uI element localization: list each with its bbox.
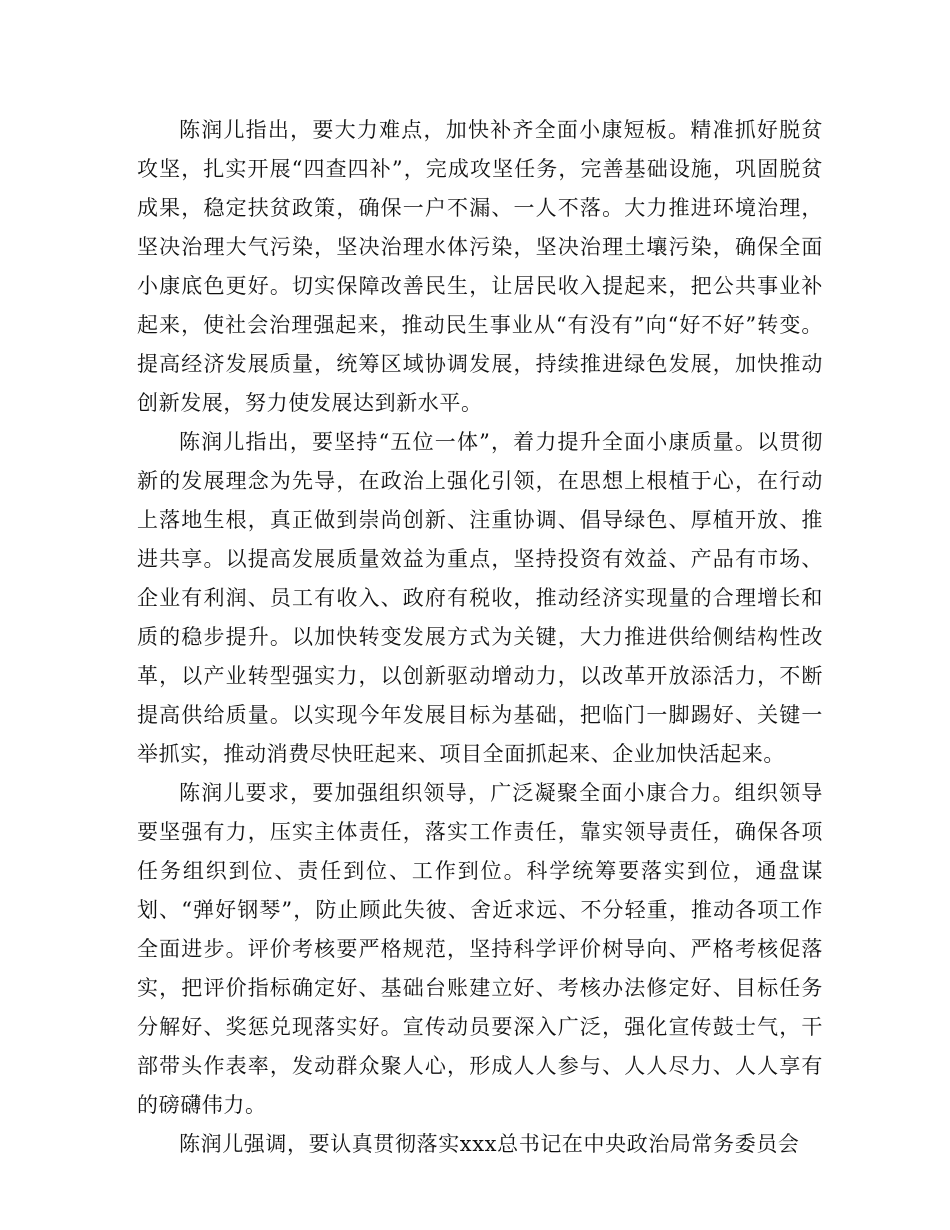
paragraph-4: 陈润儿强调，要认真贯彻落实xxx总书记在中央政治局常务委员会 — [179, 1132, 800, 1156]
paragraph-1: 陈润儿指出，要大力难点，加快补齐全面小康短板。精准抓好脱贫攻坚，扎实开展“四查四补”，完成攻坚任务，完善基础设施，巩固脱贫成果，稳定扶贫政策，确保一户不漏、一人不落。大力推进环境治理，坚决治理大气污染，坚决治理水体污染，坚决治理土壤污染，确保全面小康底色更好。切实保障改善民生，让居民收入提起来，把公共事业补起来，使社会治理强起来，推动民生事业从“有没有”向“好不好”转变。提高经济发展质量，统筹区域协调发展，持续推进绿色发展，加快推动创新发展，努力使发展达到新水平。 — [137, 118, 823, 415]
paragraph-3: 陈润儿要求，要加强组织领导，广泛凝聚全面小康合力。组织领导要坚强有力，压实主体责任，落实工作责任，靠实领导责任，确保各项任务组织到位、责任到位、工作到位。科学统筹要落实到位，通盘谋划、“弹好钢琴”，防止顾此失彼、舍近求远、不分轻重，推动各项工作全面进步。评价考核要严格规范，坚持科学评价树导向、严格考核促落实，把评价指标确定好、基础台账建立好、考核办法修定好、目标任务分解好、奖惩兑现落实好。宣传动员要深入广泛，强化宣传鼓士气，干部带头作表率，发动群众聚人心，形成人人参与、人人尽力、人人享有的磅礴伟力。 — [137, 781, 823, 1117]
paragraph-2: 陈润儿指出，要坚持“五位一体”，着力提升全面小康质量。以贯彻新的发展理念为先导，在政治上强化引领，在思想上根植于心，在行动上落地生根，真正做到崇尚创新、注重协调、倡导绿色、厚植开放、推进共享。以提高发展质量效益为重点，坚持投资有效益、产品有市场、企业有利润、员工有收入、政府有税收，推动经济实现量的合理增长和质的稳步提升。以加快转变发展方式为关键，大力推进供给侧结构性改革，以产业转型强实力，以创新驱动增动力，以改革开放添活力，不断提高供给质量。以实现今年发展目标为基础，把临门一脚踢好、关键一举抓实，推动消费尽快旺起来、项目全面抓起来、企业加快活起来。 — [137, 430, 823, 766]
document-body — [137, 111, 823, 1164]
